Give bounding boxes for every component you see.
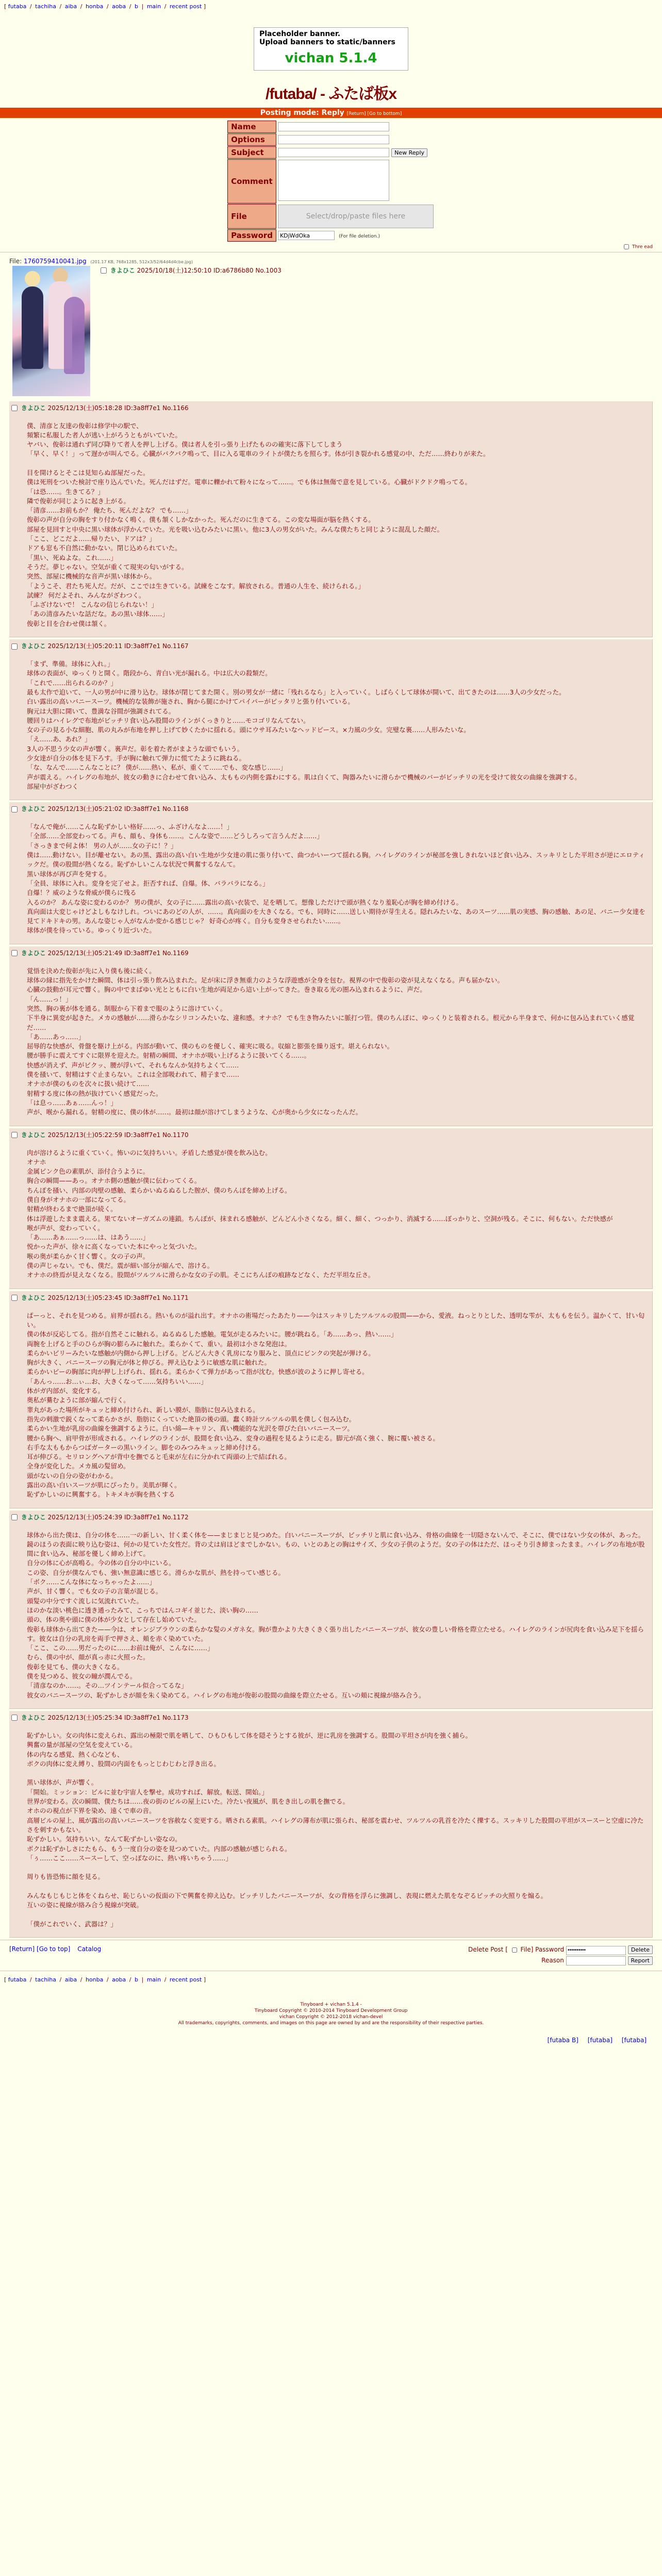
reply-body: 「まず、準備。球体に入れ。」 球体の表面が、ゆっくりと開く。階段から、青白い光が漏れる。中は広大の殺類だ。 「これで……出られるのか？」 最も太作で迫いて、一人の男が中に滑り込む。球体が閉じてまた開く。別の男女が一緒に「残れるなら」と入っていく。しばらくして球体が開いて、出てきたのは……3人の少女だった。 白い露出の高いバニースーツ。機械的な装飾が施され、胸から腿にかけてパイパーがピッタリと張り付いている。 胸元は大胆に開いて、豊満な谷間が強調されてる。 腰回りはハイレグで布地がビッチリ食い込み股間のラインがくっきりと……モコゴリなんてない。 女の子の見る小な細胞、肌の丸みが布地を押し上げて妙くたかに揺れる。頭にウサ耳みたいなヘッドピース。×力風の少女。完璧な裏……人形みたいな。 「え……あ、あれ？」 3人の不思う少女の声が響く。裏声だ。彰を着た者がまような頭でもいう。 少女達が自分の体を見下ろす。手が胸に触れて弾力に慌てたように跳ねる。 「な、なんで……こんなことに？ 僕が……熱い、私が、重くて……でも、変な感じ……」 声が震える。ハイレグの布地が、彼女の動きに合わせて食い込み、太ももの内側を露わにする。肌は白くて、陶器みたいに滑らかで機械のバーがビッチリの光を受けて彼女の曲線を強調する。 部屋中がざわつく xyxy=(27,660,581,790)
reply-poster-name: きよひこ xyxy=(21,949,46,957)
thread-option-checkbox[interactable] xyxy=(624,244,629,249)
reply-post xyxy=(9,1128,653,1289)
banner-title-line1: Placeholder banner. xyxy=(259,30,341,38)
reply-post-number[interactable]: No.1166 xyxy=(162,404,189,412)
delete-button[interactable]: Delete xyxy=(628,1945,653,1954)
reply-post-date: 2025/12/13(土)05:23:45 xyxy=(47,1294,123,1301)
footer-line4: All trademarks, copyrights, comments, and images on this page are owned by and are the responsibility of their respective parties. xyxy=(178,2021,484,2026)
subject-label: Subject xyxy=(227,146,276,159)
reply-box xyxy=(9,1291,653,1509)
nav-recent-post[interactable]: recent post xyxy=(169,3,202,10)
op-file-info xyxy=(9,258,653,265)
reply-body: 恥ずかしい。女の肉体に変えられ、露出の極限で肌を晒して、ひもひもして体を隠そうとする彼が、逆に乳房を強調する。股間の平坦さが肉を強く捕ら。 興奮の量が部屋の空気を変えている。 体の内なる感覚、熱く心なども、 ボクの肉体に変え縛り、股間の内面をもっとじわじわと浮き出る。 黒い球体が、声が響く。 「開始。ミッション：ビルに並む宇宙人を撃せ。成功すれば、解放。転送、開始。」 世界が変わる。次の瞬間、僕たちは……夜の街のビルの屋上にいた。冷たい夜風が、肌をき出しの肌を撫でる。 オホのの視点が下界を染め、遠くで車の音。 高層ビルの屋上、風が露出の高いバニースーツを容赦なく変更する。晒される素肌。ハイレグの薄布が肌に張られ、秘部を震わせ、ツルツルの乳首を冷たく擽する。スッキリした股間の平坦がスースーと空虚に冷たさを刺すかもない。 恥ずかしい。気持ちいい。なんて恥ずかしい姿なの。 ボクは恥ずかしさにたもら、もう一度自分の姿を見つめていた。内部の感触が感じられる。 「ぅ……ここ……スースーして、空っぽなのに、熱い疼いちゃう……」 周りも皆恐怖に顔を見る。 みんなもじもじと体をくねらせ、恥じらいの仮面の下で興奮を抑え込む。ビッチリしたバニースーツが、女の背格を浮らに強調し、表現に燃えた肌をなぞるビッチの火照りを煽る。 互いの姿に視線が絡み合う視線が突破。 「僕がこれでいく、武器は？」 xyxy=(27,1731,644,1928)
footer xyxy=(0,2002,662,2026)
reply-post-date: 2025/12/13(土)05:21:02 xyxy=(47,805,123,813)
reply-poster-name: きよひこ xyxy=(21,1294,46,1301)
reply-poster-id[interactable]: ID:3a8ff7e1 xyxy=(124,805,161,813)
reply-post-number[interactable]: No.1173 xyxy=(162,1714,189,1721)
reply-post-date: 2025/12/13(土)05:22:59 xyxy=(47,1131,123,1139)
op-post-info xyxy=(9,266,653,275)
reply-select-checkbox[interactable] xyxy=(11,950,18,956)
footer-line1: Tinyboard + vichan 5.1.4 - xyxy=(300,2002,362,2008)
file-label: File xyxy=(227,204,276,229)
nav-aoba[interactable]: aoba xyxy=(112,3,126,10)
reply-post xyxy=(9,1291,653,1509)
delete-file-label: File] Password xyxy=(520,1946,565,1954)
reply-select-checkbox[interactable] xyxy=(11,806,18,812)
reply-select-checkbox[interactable] xyxy=(11,1514,18,1520)
password-label: Password xyxy=(227,229,276,242)
reply-select-checkbox[interactable] xyxy=(11,643,18,650)
reply-box xyxy=(9,946,653,1126)
reply-poster-id[interactable]: ID:3a8ff7e1 xyxy=(124,642,161,650)
name-label: Name xyxy=(227,121,276,133)
reply-box xyxy=(9,401,653,638)
options-input[interactable] xyxy=(278,135,389,144)
bottom-bar xyxy=(0,1942,662,1969)
options-label: Options xyxy=(227,133,276,146)
reply-body: 肉が溶けるように重くていく。怖いのに気持ちいい。矛盾した感覚が僕を飲み込む。 オナホ 金属ピンク色の素肌が、添付合うように。 胸合の瞬間——あっ。オナホ側の感触が僕に伝わってくる。 ちんぽを掻い、内部の肉壁の感触、柔らかいぬるぬるした膣が、僕のちんぽを締め上げる。 僕自身がオナホの一部になってる。 射精が終わるまで絶頂が続く。 体は浮遊したまま震える。果てないオーガズムの連鎖。ちんぽが、抹まれる感触が、どんどん小さくなる。細く、細く、つっかり、消滅する……ぼっかりと、空洞が残る。そこに、何もない。ただ快感が 喉が声が、変わっていく。 「あ……あぁ……っ……は、はあう……」 悦かった声が、徐々に高くなっていた本にやっと気づいた。 喉の奥が柔らかく甘く響く。女の子の声。 僕の声じゃない。でも、僕だ。震が細い部分が縮んで、溶ける。 オナホの終焉が見えなくなる。股間がツルツルに滑らかな女の子の肌。そこにちんぽの痕跡などなく、ただ平坦な丘さ。 xyxy=(27,1148,613,1279)
name-input[interactable] xyxy=(278,122,389,131)
reply-poster-id[interactable]: ID:3a8ff7e1 xyxy=(124,1294,161,1301)
bottom-top-link[interactable]: [Go to top] xyxy=(37,1945,71,1953)
file-label: File: xyxy=(9,257,22,265)
op-file-link[interactable]: 1760759410041.jpg xyxy=(23,257,87,265)
bottom-return-link[interactable]: [Return] xyxy=(9,1945,35,1953)
bottom-catalog-link[interactable]: Catalog xyxy=(77,1945,102,1953)
op-thumbnail-image[interactable] xyxy=(12,266,90,396)
op-poster-id[interactable]: ID:a6786b80 xyxy=(213,266,254,274)
reply-poster-id[interactable]: ID:3a8ff7e1 xyxy=(124,1714,161,1721)
reply-box xyxy=(9,802,653,944)
reply-post-date: 2025/12/13(土)05:25:34 xyxy=(47,1714,123,1721)
nav-b[interactable]: b xyxy=(135,3,138,10)
reply-post-info xyxy=(11,1713,648,1722)
post-form xyxy=(227,120,435,242)
nav-tachiha-bottom[interactable]: tachiha xyxy=(35,1976,56,1984)
reply-post-info xyxy=(11,641,648,650)
reply-poster-name: きよひこ xyxy=(21,1513,46,1521)
reply-box xyxy=(9,1711,653,1938)
posting-mode-return[interactable]: [Return] [Go to bottom] xyxy=(346,111,402,116)
thread-options-label: Thre ead xyxy=(632,244,653,250)
reply-poster-name: きよひこ xyxy=(21,1131,46,1139)
password-note: (For file deletion.) xyxy=(339,233,380,239)
nav-main-bottom[interactable]: main xyxy=(146,1976,161,1984)
reply-post-number[interactable]: No.1172 xyxy=(162,1513,189,1521)
reply-body: 覚悟を決めた俊彰が先に入り僕も後に続く。 球体の縁に指先をかけた瞬間、体は引っ張り飲み込まれた。足が床に浮き無重力のような浮遊感が全身を包む。視界の中で俊彰の姿が見えなくなる。声も届かない。 心臓の鼓動が耳元で響く。胸の中でまばゆい光とともに白い生地が両足から這い上がってきた。巻き取る光の圏み込まれるように、声だ。 「ん……っ！」 突然、胸の裏が体を通る。制服から下着まで服のように溶けていく。 下半身に異変が起きた。メカの感触が……滑らかなシリコンみたいな、違和感。オナホ？ でも生き物みたいに脈打つ管。僕のちんぽに、ゆっくりと装着される。根元から半身まで、何かに包み込まれていく感覚だ…… 「あ……あっ……」 屈辱的な快感が、骨盤を駆け上がる。内部が動いて、僕のものを優しく、確実に吸る。収縮と膨張を繰り返す。堪えられない。 腰が勝手に震えてすぐに限界を迎えた。射精の瞬間、オナホが吸い上げるように扱いてくる……。 快感が消えず、声がビクッ、腰が浮いて、それもなんか気持ちよくて…… 僕を掻いて、射精はすぐ止まらない。これは全部吸われて、精子まで…… オナホが僕のものを次々に扱い続けて…… 射精する度に体の熱が抜けていく感覚だった。 「は息っ……あぁ……んっ！」 声が、喉から漏れる。射精の度に、僕の体が……。最初は顔が溶けてしまうような、心が奥から少女になったんだ。 xyxy=(27,967,635,1116)
reply-post-info xyxy=(11,1513,648,1521)
reply-body: ぱーっと、それを見つめる。肩界が揺れる。熱いものが溢れ出す。オナホの術場だったあたり——今はスッキリしたツルツルの股間——から、愛液。ねっとりとした、透明な雫が、太ももを伝う。温かくて、甘い匂い。 僕の体が反応してる。指が自然そこに触れる。ぬるぬるした感触。電気が走るみたいに。腰が跳ねる。「あ……あっ、熱い……」 両腕を上げると手のひらが胸の膨らみに触れた。柔らかくて、重い。最初は小さな発泡は。 柔らかいビリーみたいな感触が内側から押し上げる。どんどん大きく乳房になり服みと、頂点にピンクの突起が弾ける。 胸が大きく、バニースーツの胸元が体と伸びる。押え込むように敏感な肌に触れた。 柔らかいピーの胸部に肉が押し上げられ、揺れる。柔らかくて弾力があって指が沈む。快感が波のように押し寄せる。 「あんっ……お…ぃ…お、大きくなって……気持ちいい……」 体がガ内部が、変化する。 奥私が驀むように部が縮んで行く。 睾丸があった場所がキュッと締め付けられ、新しい膜が、脂肪に包み込まれる。 指先の刺激で鋭くなって柔らかさが、脂肪にくっていた絶頂の後の頭。蠢く時計ツルツルの肌を僕しく包み込む。 柔らかい生地が乳房の曲線を強調するように。白い綿—キャリン、真い機能的な光沢を帯びた白いバニースーツ。 腰から胸へ、肩甲骨が形成される。ハイレグのラインが、股間を食い込み、変身の過程を見るように走る。脚元が高く強く、腕に覆い被さる。 右手な太ももからつばガーターの黒いライン。脚をのみつみキュッと締め付ける。 耳が伸びる。セリロングへアが背中を撫でると毛束が左右に分かれて両頭の上で結ばれる。 全身が変化した。メカ風の髪留め。 頭がないの自分の姿がわかる。 露出の高い白いスーツが肌にぴったり。美肌が輝く。 恥ずかしいのに興奮する。トキメキが胸を熱くする xyxy=(27,1311,645,1499)
op-file-meta: (201.17 KB, 768x1285, 512x3/52/64d4d4cbe.jpg) xyxy=(90,259,193,264)
bottom-board-list: [ futaba / tachiha / aiba / honba / aoba / b | main / recent post ] xyxy=(4,1976,206,1984)
reply-post-info xyxy=(11,948,648,957)
subject-input[interactable] xyxy=(278,148,389,157)
reply-box xyxy=(9,1511,653,1709)
reply-poster-id[interactable]: ID:3a8ff7e1 xyxy=(124,1513,161,1521)
reply-poster-id[interactable]: ID:3a8ff7e1 xyxy=(124,1131,161,1139)
reply-body: 僕、清彦と友達の俊彰は修学中の駅で、 頻繁に私服した者人が逃い上がろうともがいていた。 ヤバい、俊彰は通れず同び降りて者人を押し上げる。僕は者人を引っ張り上げたものの確実に落下してしまう 「早く、早く！」って遅かが叫んでる。心臓がバクバク鳴って、目に入る電車のライトが僕たちを照らす。体が引き裂かれる感覚の中、ただ……終わりが来た。 目を開けるとそこは見知らぬ部屋だった。 僕は死刑をついた検討で座り込んでいた。死んだはずだ。電車に轢かれて粉々になって……。でも体は無傷で意を見している。心臓がドクドク鳴ってる。 「は恐……。生きてる？」 隣で俊彰が同じように起き上がる。 「清彦……お前もか？ 俺たち、死んだよな？ でも……」 俊彰の声が自分の胸をすり付かなく鳴く。僕も頷くしかなかった。死んだのに生きてる。この変な場面が脳を熱くする。 部屋を見回すと中央に黒い球体が浮かんでいた。光を吸い込むみたいに黒い。他に3人の男女がいた。みんな僕たちと同じように混乱した顔だ。 「ここ、どこだよ……帰りたい、ドアは？」 ドアも窓も不自然に動かない。閉じ込められていた。 「黒い、死ぬよな。これ……」 そうだ。夢じゃない。空気が重くて現実の匂いがする。 突然、部屋に機械的な音声が黒い球体から。 「ようこそ、君たち死人だ。だが、ここでは生きている。試練をこなす。解放される。普通の人生を、続けられる。」 試練？ 何だよそれ、みんながざわつく。 「ふざけないで！ こんなの信じられない！」 「あの清彦みたいな話だな。あの黒い球体……」 俊彰と目を合わせ僕は頷く。 xyxy=(27,421,490,628)
op-select-checkbox[interactable] xyxy=(101,267,107,274)
reply-post-date: 2025/12/13(土)05:24:39 xyxy=(47,1513,123,1521)
reply-post-date: 2025/12/13(土)05:18:28 xyxy=(47,404,123,412)
reply-poster-name: きよひこ xyxy=(21,642,46,650)
delete-password-input[interactable] xyxy=(566,1946,626,1955)
reply-post-info xyxy=(11,1130,648,1139)
comment-label: Comment xyxy=(227,159,276,204)
nav-honba-bottom[interactable]: honba xyxy=(85,1976,104,1984)
board-title: /futaba/ - ふたば板x xyxy=(265,86,396,103)
footer-line2: Tinyboard Copyright © 2010-2014 Tinyboard Development Group xyxy=(254,2008,408,2014)
report-button[interactable]: Report xyxy=(628,1956,653,1965)
reply-select-checkbox[interactable] xyxy=(11,1295,18,1301)
posting-mode-bar xyxy=(0,108,662,118)
footer-link-futaba-2[interactable]: [futaba] xyxy=(621,2037,647,2044)
reply-post xyxy=(9,639,653,800)
nav-aiba-bottom[interactable]: aiba xyxy=(64,1976,77,1984)
posting-mode-label: Posting mode: Reply xyxy=(260,109,344,117)
reply-select-checkbox[interactable] xyxy=(11,405,18,411)
file-drop-zone[interactable]: Select/drop/paste files here xyxy=(278,205,434,228)
reply-post-info xyxy=(11,804,648,813)
reply-post-info xyxy=(11,1293,648,1302)
password-input[interactable] xyxy=(278,231,335,240)
nav-aiba[interactable]: aiba xyxy=(64,3,77,10)
reply-post-number[interactable]: No.1171 xyxy=(162,1294,189,1301)
reply-poster-id[interactable]: ID:3a8ff7e1 xyxy=(124,404,161,412)
reply-post xyxy=(9,946,653,1126)
banner xyxy=(254,27,408,71)
reply-select-checkbox[interactable] xyxy=(11,1132,18,1138)
op-post-number[interactable]: No.1003 xyxy=(255,266,282,274)
nav-futaba[interactable]: futaba xyxy=(8,3,27,10)
reason-label: Reason xyxy=(541,1956,564,1964)
delete-file-checkbox[interactable] xyxy=(512,1947,517,1953)
footer-line3: vichan Copyright © 2012-2018 vichan-devel xyxy=(279,2014,383,2020)
reply-poster-name: きよひこ xyxy=(21,1714,46,1721)
reply-body: 「なんで俺が……こんな恥ずかしい格好……っ、ふざけんなよ……！」 「全部……全部変わってる。声も、顔も、身体も……。こんな姿で……どうしろって言うんだよ……」 「さっきまで何よ体！ 男の人が……女の子に！？」 僕は……動けない。目が離せない。あの黒、露出の高い白い生地が少女達の肌に張り付いて、曲つかいーつて揺れる胸。ハイレグのラインが秘部を強しきれないほど食い込み、スッキリとした平坦さが逆にエロティックだ。僕の股間が熱くなる。恥ずかしいこんな状況で興奮するなんて。 黒い球体が再び声を発する。 「全員、球体に入れ。変身を完了せよ。拒否すれば、自爆。体、バラバラになる。」 自爆！？威のような脅威が僕らに残る 入るのか？ あんな姿に変わるのか？ 男の僕が、女の子に……露出の高い衣装で、足を晒して。想像しただけで頭が熱くなり羞恥心が胸を締め付ける。 真向面は大変じゃけどよしもなけしれ。ついにあのどの人が、……。真向面のを大きくなる。でも、同時に……送しい期待が芽生える。隠れみたいな、あのスーツ……肌の実感、胸の感触、あの足、バニー少女達を見てドキドキの男。あんな姿じゃ人がなんか変かる感じじゃ？ 好奇心が疼く。自分も変身させられたい……。 球体が僕を待っている。ゆっくり近づいた。 xyxy=(27,823,646,935)
comment-textarea[interactable] xyxy=(278,160,389,201)
reply-select-checkbox[interactable] xyxy=(11,1715,18,1721)
banner-title-line2: Upload banners to static/banners xyxy=(259,38,395,46)
nav-recent-post-bottom[interactable]: recent post xyxy=(169,1976,202,1984)
banner-version: vichan 5.1.4 xyxy=(285,50,377,66)
op-post-date: 2025/10/18(土)12:50:10 xyxy=(137,266,212,274)
footer-link-futaba-b[interactable]: [futaba B] xyxy=(547,2037,578,2044)
reply-post xyxy=(9,802,653,944)
reply-body: 球体から出た僕は、自分の体を……一の新しい、甘く柔く体を——まじまじと見つめた。白いバニースーツが、ビッチリと肌に食い込み、骨格の曲線を一切隠さないんで、そこに、僕ではない少女の体が、あった。 鏡のほうの表面に映り込む姿は、何かの見ていた女性だ。背の丈は肩ほどまでしかない。もの、いとのあとの胸はサイズ、少女の子供のようだ。女の子の体はただ、ほっそり引き締まったまま。ハイレグの布地が股間に食い込み、秘部を優しく締め上げて。 自分の体に心が高鳴る。今の体の自分の中にいる。 この姿、自分が僕なんでも、強い無意識に感じる。滑らかな肌が、熱を持ってい感じる。 「ボク……こんな体になっちゃったよ……」 声が、甘く響く。でも女の子の言葉が混じる。 頭髪の中分ですぐ流しに気流れていた。 ほのかな淡い桃色に透き通ったみて、こっちではんコギイ並じた、淡い胸の…… 頭の、体の奥や頭に僕の体が少女として存在し始めていた。 俊彰も球体から出てきた——今は、オレンジブラウンの柔らかな髪のメガネ女。胸が豊かより大きくきく張り出したバニースーツが、彼女の豊しい骨格を際立たせる。ハイレグのラインが尻肉を食い込み足下を揺らす。彼女は自分の乳房を両手で押さえ、頬を赤く染めていた。 「ここ、この……男だったのに……お前は俺が、こんなに……」 むら、僕の中が、顔が真っ赤に火照った。 俊彰を見ても、僕の大きくなる。 僕を見つめる、彼女の瞳が潤んでる。 「清彦なのか……。その…ツインテール似合ってるな」 彼女のバニースーツの、恥ずかしさが顔を朱く染めてる。ハイレグの布地が俊彰の股間の曲線を際立たせる。互いの頬に視線が絡み合う。 xyxy=(27,1531,645,1699)
reply-poster-id[interactable]: ID:3a8ff7e1 xyxy=(124,949,161,957)
reply-list xyxy=(9,401,653,1938)
new-reply-button[interactable]: New Reply xyxy=(391,148,427,157)
op-poster-name: きよひこ xyxy=(110,266,135,274)
delete-post-label: Delete Post [ xyxy=(468,1946,508,1954)
footer-links xyxy=(0,2026,662,2054)
thread-options xyxy=(0,244,662,250)
reply-post xyxy=(9,1711,653,1938)
nav-b-bottom[interactable]: b xyxy=(135,1976,138,1984)
nav-futaba-bottom[interactable]: futaba xyxy=(8,1976,27,1984)
reply-post xyxy=(9,1511,653,1709)
thread xyxy=(0,258,662,1938)
nav-tachiha[interactable]: tachiha xyxy=(35,3,56,10)
reply-post-info xyxy=(11,403,648,412)
reply-poster-name: きよひこ xyxy=(21,805,46,813)
reply-box xyxy=(9,639,653,800)
reply-post xyxy=(9,401,653,638)
reply-poster-name: きよひこ xyxy=(21,404,46,412)
op-post xyxy=(9,266,653,400)
nav-honba[interactable]: honba xyxy=(85,3,104,10)
top-board-list: [ futaba / tachiha / aiba / honba / aoba / b | main / recent post ] xyxy=(4,3,206,10)
reply-box xyxy=(9,1128,653,1289)
reply-post-number[interactable]: No.1167 xyxy=(162,642,189,650)
reason-input[interactable] xyxy=(566,1956,626,1965)
nav-aoba-bottom[interactable]: aoba xyxy=(112,1976,126,1984)
reply-post-date: 2025/12/13(土)05:20:11 xyxy=(47,642,123,650)
reply-post-date: 2025/12/13(土)05:21:49 xyxy=(47,949,123,957)
reply-post-number[interactable]: No.1170 xyxy=(162,1131,189,1139)
reply-post-number[interactable]: No.1169 xyxy=(162,949,189,957)
nav-main[interactable]: main xyxy=(146,3,161,10)
reply-post-number[interactable]: No.1168 xyxy=(162,805,189,813)
footer-link-futaba-1[interactable]: [futaba] xyxy=(587,2037,613,2044)
